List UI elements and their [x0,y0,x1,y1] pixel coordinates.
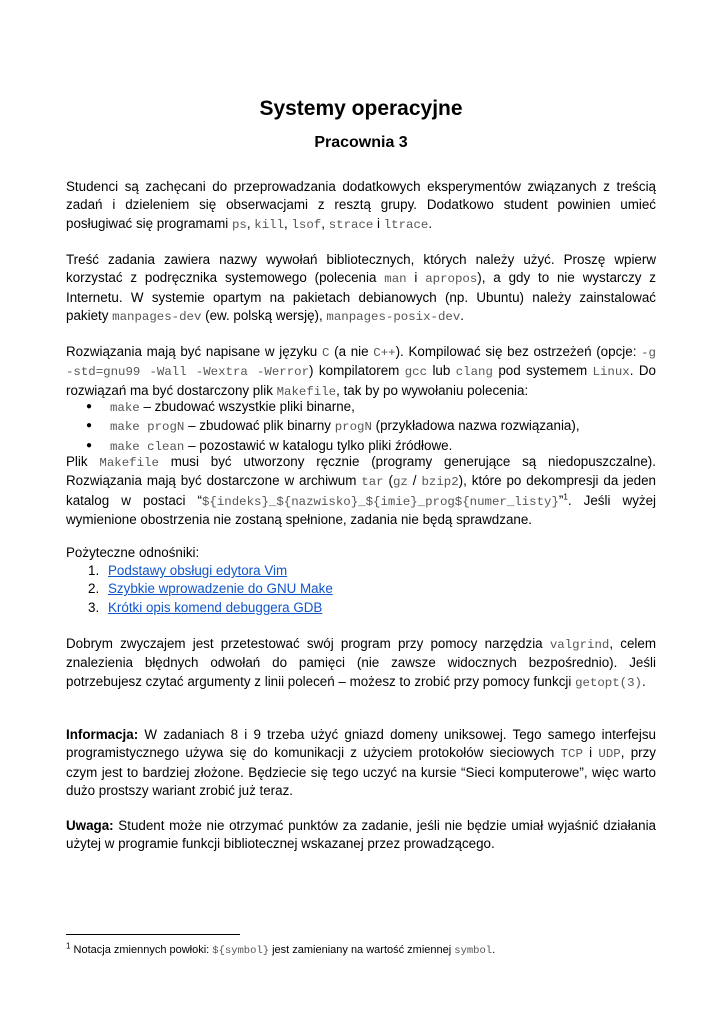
list-item: ● make progN – zbudować plik binarny progN (przykładowa nazwa rozwiązania), [66,417,626,436]
warning-paragraph: Uwaga: Student może nie otrzymać punktów za zadanie, jeśli nie będzie umiał wyjaśnić działania użytej w programie funkcji bibliotecznej wskazanej przez prowadzącego. [66,818,656,852]
intro-paragraph: Studenci są zachęcani do przeprowadzania dodatkowych eksperymentów związanych z treścią zadań i dzieleniem się obserwacjami z resztą grupy. Dodatkowo student powinien umieć posługiwać się programami ps, kill, lsof, strace i ltrace. [66,179,656,232]
link-gdb[interactable]: Krótki opis komend debuggera GDB [108,599,323,615]
page-subtitle: Pracownia 3 [314,134,408,151]
link-vim[interactable]: Podstawy obsługi edytora Vim [108,563,288,578]
valgrind-paragraph: Dobrym zwyczajem jest przetestować swój program przy pomocy narzędzia valgrind, celem znalezienia błędnych odwołań do pamięci (nie zawsze widocznych bezpośrednio). Jeśli potrzebujesz czytać argumenty z linii poleceń – możesz to zrobić przy pomocy funkcji getopt(3). [66,636,656,690]
useful-links-list [66,562,333,617]
list-item: 2. Szybkie wprowadzenie do GNU Make [88,581,333,597]
manual-paragraph: Treść zadania zawiera nazwy wywołań bibliotecznych, których należy użyć. Proszę wpierw korzystać z podręcznika systemowego (polecenia man i apropos), a gdy to nie wystarczy z Internetu. W systemie opartym na pakietach debianowych (np. Ubuntu) należy zainstalować pakiety manpages-dev (ew. polską wersję), manpages-posix-dev. [66,252,656,324]
list-item: 3. Krótki opis komend debuggera GDB [88,599,323,615]
links-heading: Pożyteczne odnośniki: [66,545,200,560]
list-item: 1. Podstawy obsługi edytora Vim [88,563,288,578]
make-targets-list [66,398,626,456]
footnote-ref[interactable]: 1 [563,492,568,502]
footnote: $^1$ Notacja zmiennych powłoki: ${symbol} jest zamieniany na wartość zmiennej symbol. [66,941,496,957]
list-item: ● make clean – pozostawić w katalogu tylko pliki źródłowe. [66,437,626,456]
link-gnu-make[interactable]: Szybkie wprowadzenie do GNU Make [108,581,333,597]
requirements-paragraph: Rozwiązania mają być napisane w języku C (a nie C++). Kompilować się bez ostrzeżeń (opcje: -g -std=gnu99 -Wall -Wextra -Werror) kompilatorem gcc lub clang pod systemem Linux. Do rozwiązań ma być dostarczony plik Makefile, tak by po wywołaniu polecenia: [66,344,656,399]
list-item: ● make – zbudować wszystkie pliki binarne, [66,398,626,417]
makefile-paragraph: Plik Makefile musi być utworzony ręcznie (programy generujące są niedopuszczalne). Rozwiązania mają być dostarczone w archiwum tar (gz / bzip2), które po dekompresji da jeden katalog w postaci “${indeks}_${nazwisko}_${imie}_prog${numer_listy}”$^1$. Jeśli wyżej wymienione obostrzenia nie zostaną spełnione, zadania nie będą sprawdzane. [66,454,657,527]
footnote-divider [66,934,240,935]
info-paragraph: Informacja: W zadaniach 8 i 9 trzeba użyć gniazd domeny uniksowej. Tego samego interfejsu programistycznego używa się do komunikacji z użyciem protokołów sieciowych TCP i UDP, przy czym jest to bardziej złożone. Będziecie się tego uczyć na kursie “Sieci komputerowe”, więc warto dużo prostszy wariant zrobić już teraz. [66,727,656,798]
page-title: Systemy operacyjne [259,97,463,120]
